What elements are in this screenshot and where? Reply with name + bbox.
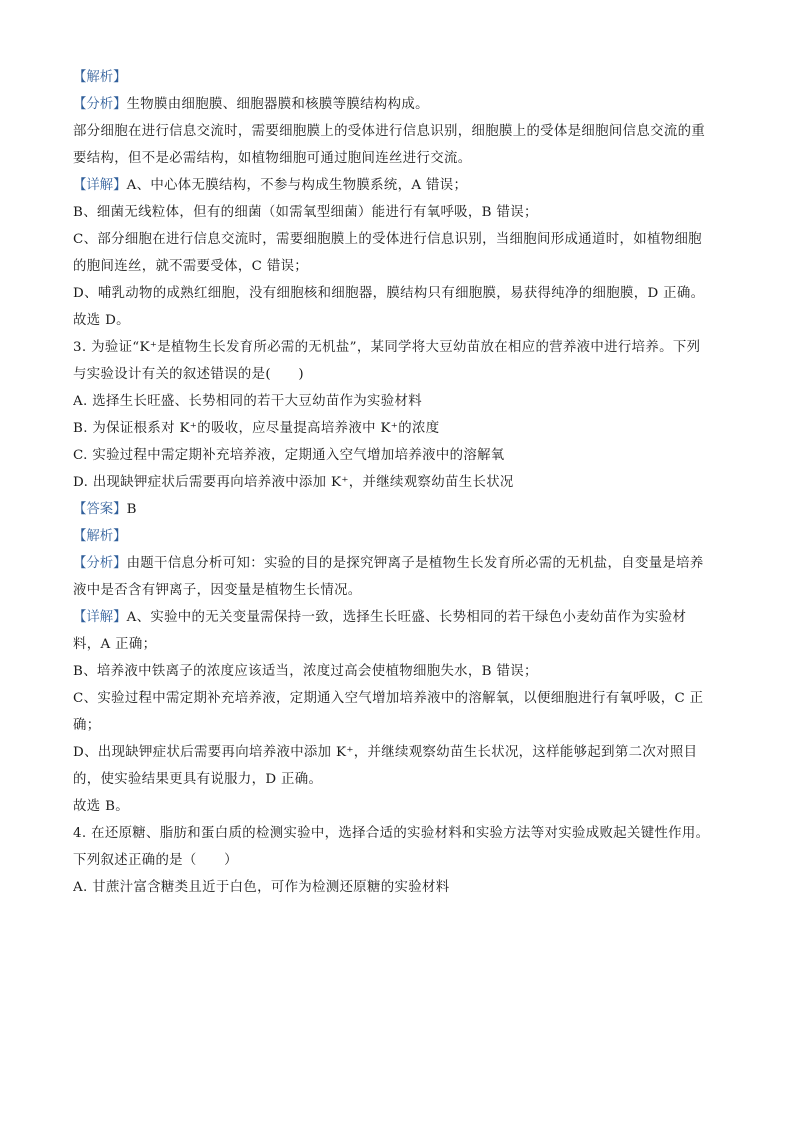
line-text: 确；	[73, 718, 101, 733]
section-tag: 【分析】	[73, 556, 127, 571]
document-body	[73, 64, 723, 901]
text-line	[73, 145, 723, 172]
line-text: B、细菌无线粒体，但有的细菌（如需氧型细菌）能进行有氧呼吸，B 错误；	[73, 205, 538, 220]
section-tag: 【答案】	[73, 502, 127, 517]
text-line	[73, 766, 723, 793]
option-c	[73, 442, 723, 469]
section-tag: 【解析】	[73, 529, 127, 544]
text-line	[73, 226, 723, 253]
line-text: 的，使实验结果更具有说服力，D 正确。	[73, 772, 323, 787]
option-a	[73, 874, 723, 901]
text-line	[73, 118, 723, 145]
text-line	[73, 658, 723, 685]
line-text: 3. 为验证“K⁺是植物生长发育所必需的无机盐”，某同学将大豆幼苗放在相应的营养液中进行培养。下列	[73, 340, 701, 355]
question-stem	[73, 847, 723, 874]
line-text: A、中心体无膜结构，不参与构成生物膜系统，A 错误；	[126, 178, 468, 193]
option-d	[73, 469, 723, 496]
question-stem	[73, 334, 723, 361]
section-tag: 【解析】	[73, 70, 127, 85]
line-text: A. 甘蔗汁富含糖类且近于白色，可作为检测还原糖的实验材料	[73, 880, 450, 895]
line-text: C. 实验过程中需定期补充培养液，定期通入空气增加培养液中的溶解氧	[73, 448, 505, 463]
option-a	[73, 388, 723, 415]
text-line	[73, 550, 723, 577]
text-line	[73, 712, 723, 739]
text-line	[73, 307, 723, 334]
question-stem	[73, 361, 723, 388]
line-text: 由题干信息分析可知：实验的目的是探究钾离子是植物生长发育所必需的无机盐，自变量是培养	[126, 556, 704, 571]
text-line	[73, 64, 723, 91]
line-text: 下列叙述正确的是（ ）	[73, 853, 238, 868]
text-line	[73, 172, 723, 199]
section-tag: 【详解】	[73, 610, 127, 625]
line-text: D、哺乳动物的成熟红细胞，没有细胞核和细胞器，膜结构只有细胞膜，易获得纯净的细胞膜，D 正确。	[73, 286, 705, 301]
option-b	[73, 415, 723, 442]
text-line	[73, 685, 723, 712]
text-line	[73, 793, 723, 820]
line-text: 料，A 正确；	[73, 637, 157, 652]
text-line	[73, 253, 723, 280]
line-text: 4. 在还原糖、脂肪和蛋白质的检测实验中，选择合适的实验材料和实验方法等对实验成败起关键性作用。	[73, 826, 710, 841]
line-text: B	[126, 502, 137, 517]
line-text: C、实验过程中需定期补充培养液，定期通入空气增加培养液中的溶解氧，以便细胞进行有氧呼吸，C 正	[73, 691, 704, 706]
section-tag: 【分析】	[73, 97, 127, 112]
line-text: 液中是否含有钾离子，因变量是植物生长情况。	[73, 583, 362, 598]
line-text: 故选 D。	[73, 313, 130, 328]
text-line	[73, 631, 723, 658]
text-line	[73, 604, 723, 631]
line-text: 要结构，但不是必需结构，如植物细胞可通过胞间连丝进行交流。	[73, 151, 472, 166]
answer-line	[73, 496, 723, 523]
text-line	[73, 280, 723, 307]
line-text: D. 出现缺钾症状后需要再向培养液中添加 K⁺，并继续观察幼苗生长状况	[73, 475, 514, 490]
line-text: B. 为保证根系对 K⁺的吸收，应尽量提高培养液中 K⁺的浓度	[73, 421, 440, 436]
line-text: 故选 B。	[73, 799, 130, 814]
line-text: 与实验设计有关的叙述错误的是( )	[73, 367, 304, 382]
line-text: C、部分细胞在进行信息交流时，需要细胞膜上的受体进行信息识别，当细胞间形成通道时，如植物细胞	[73, 232, 702, 247]
line-text: A. 选择生长旺盛、长势相同的若干大豆幼苗作为实验材料	[73, 394, 423, 409]
text-line	[73, 523, 723, 550]
text-line	[73, 739, 723, 766]
text-line	[73, 91, 723, 118]
line-text: 部分细胞在进行信息交流时，需要细胞膜上的受体进行信息识别，细胞膜上的受体是细胞间信息交流的重	[73, 124, 706, 139]
question-stem	[73, 820, 723, 847]
line-text: A、实验中的无关变量需保持一致，选择生长旺盛、长势相同的若干绿色小麦幼苗作为实验材	[126, 610, 687, 625]
text-line	[73, 577, 723, 604]
section-tag: 【详解】	[73, 178, 127, 193]
line-text: D、出现缺钾症状后需要再向培养液中添加 K⁺，并继续观察幼苗生长状况，这样能够起到第二次对照目	[73, 745, 698, 760]
text-line	[73, 199, 723, 226]
line-text: B、培养液中铁离子的浓度应该适当，浓度过高会使植物细胞失水，B 错误；	[73, 664, 538, 679]
line-text: 的胞间连丝，就不需要受体，C 错误；	[73, 259, 309, 274]
line-text: 生物膜由细胞膜、细胞器膜和核膜等膜结构构成。	[126, 97, 429, 112]
